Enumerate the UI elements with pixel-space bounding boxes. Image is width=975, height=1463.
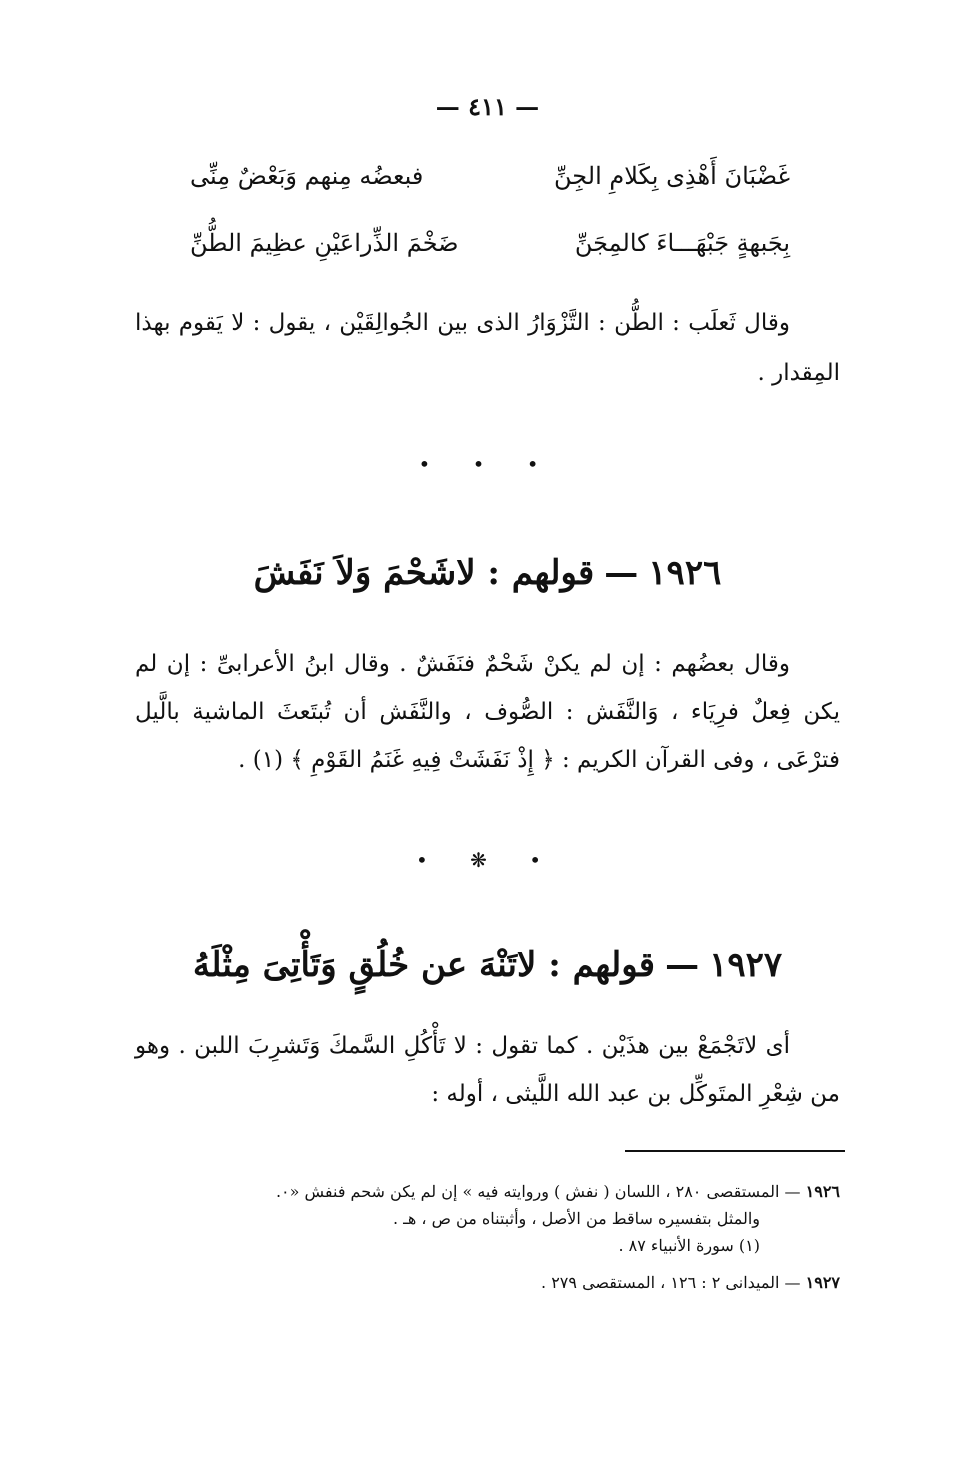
footnote-text-1926: — المستقصى ٢٨٠ ، اللسان ( نفش ) وروايته فيه » إن لم يكن شحم فنفش «٠. bbox=[275, 1182, 801, 1201]
footnote-divider bbox=[625, 1150, 845, 1152]
entry-dash-1926: — bbox=[604, 553, 639, 593]
entry-text-1927: أى لاتَجْمَعْ بين هذَيْن . كما تقول : لا تَأْكُلِ السَّمكَ وَتَشرِبَ اللبن . وهو من شِعْرِ المتَوكِّل بن عبد الله اللَّيثى ، أوله : bbox=[135, 1033, 840, 1107]
footnote-1926 bbox=[135, 1178, 840, 1205]
footnote-1926-line-2: والمثل بتفسيره ساقط من الأصل ، وأثبتناه من ص ، هـ . bbox=[392, 1209, 760, 1228]
footnote-number-1926: ١٩٢٦ bbox=[805, 1182, 840, 1201]
page-number: — ٤١١ — bbox=[435, 92, 540, 121]
poem-verse-2 bbox=[190, 225, 790, 261]
verse-1-second-hemistich: فبعضُه مِنهم وَبَعْضٌ مِنِّى bbox=[190, 162, 424, 190]
section-separator-2: • ❋ • bbox=[415, 848, 560, 872]
entry-number-1927: ١٩٢٧ bbox=[709, 945, 783, 985]
entry-heading-1926 bbox=[0, 548, 975, 598]
footnote-number-1927: ١٩٢٧ bbox=[805, 1273, 840, 1292]
entry-title-1927: قولهم : لاتَنْهَ عن خُلُقٍ وَتَأْتِىَ مِثْلَهُ bbox=[192, 945, 656, 985]
footnotes bbox=[135, 1178, 840, 1296]
section-separator: • • • bbox=[418, 452, 557, 476]
entry-heading-1927 bbox=[0, 940, 975, 990]
entry-number-1926: ١٩٢٦ bbox=[648, 553, 722, 593]
entry-title-1926: قولهم : لاشَحْمَ وَلاَ نَفَشَ bbox=[253, 553, 595, 593]
footnote-1926-line-3: (١) سورة الأنبياء ٨٧ . bbox=[618, 1236, 760, 1255]
poem-verse-1 bbox=[190, 158, 790, 194]
entry-text-1926: وقال بعضُهم : إن لم يكنْ شَحْمٌ فنَفَشٌ . وقال ابنُ الأعرابىِّ : إن لم يكن فِعلٌ فرِيَاء ، وَالنَّفَش : الصُّوف ، والنَّفَش أن تُبتَعثَ الماشية بالَّيل فترْعَى ، وفى القرآن الكريم : ﴿ إِذْ نَفَشَتْ فِيهِ غَنَمُ القَوْمِ ﴾ (١) . bbox=[135, 651, 840, 773]
verse-1-first-hemistich: غَضْبَانَ أَهْذِى بِكَلامِ الجِنِّ bbox=[554, 162, 790, 190]
verse-2-second-hemistich: ضَخْمَ الذِّراعَيْنِ عظِيمَ الطُّنِّ bbox=[190, 229, 459, 257]
footnote-text-1927: — الميدانى ٢ : ١٢٦ ، المستقصى ٢٧٩ . bbox=[541, 1273, 801, 1292]
verse-2-first-hemistich: بِجَبهةٍ جَبْهَـــاءَ كالمِجَنِّ bbox=[574, 229, 790, 257]
footnote-1927 bbox=[135, 1269, 840, 1296]
entry-dash-1927: — bbox=[665, 945, 700, 985]
paragraph-tha-lab: وقال ثَعلَب : الطُّن : التَّزْوَارُ الذى بين الجُوالِقَيْن ، يقول : لا يَقوم بهذا المِقدار . bbox=[135, 310, 840, 386]
